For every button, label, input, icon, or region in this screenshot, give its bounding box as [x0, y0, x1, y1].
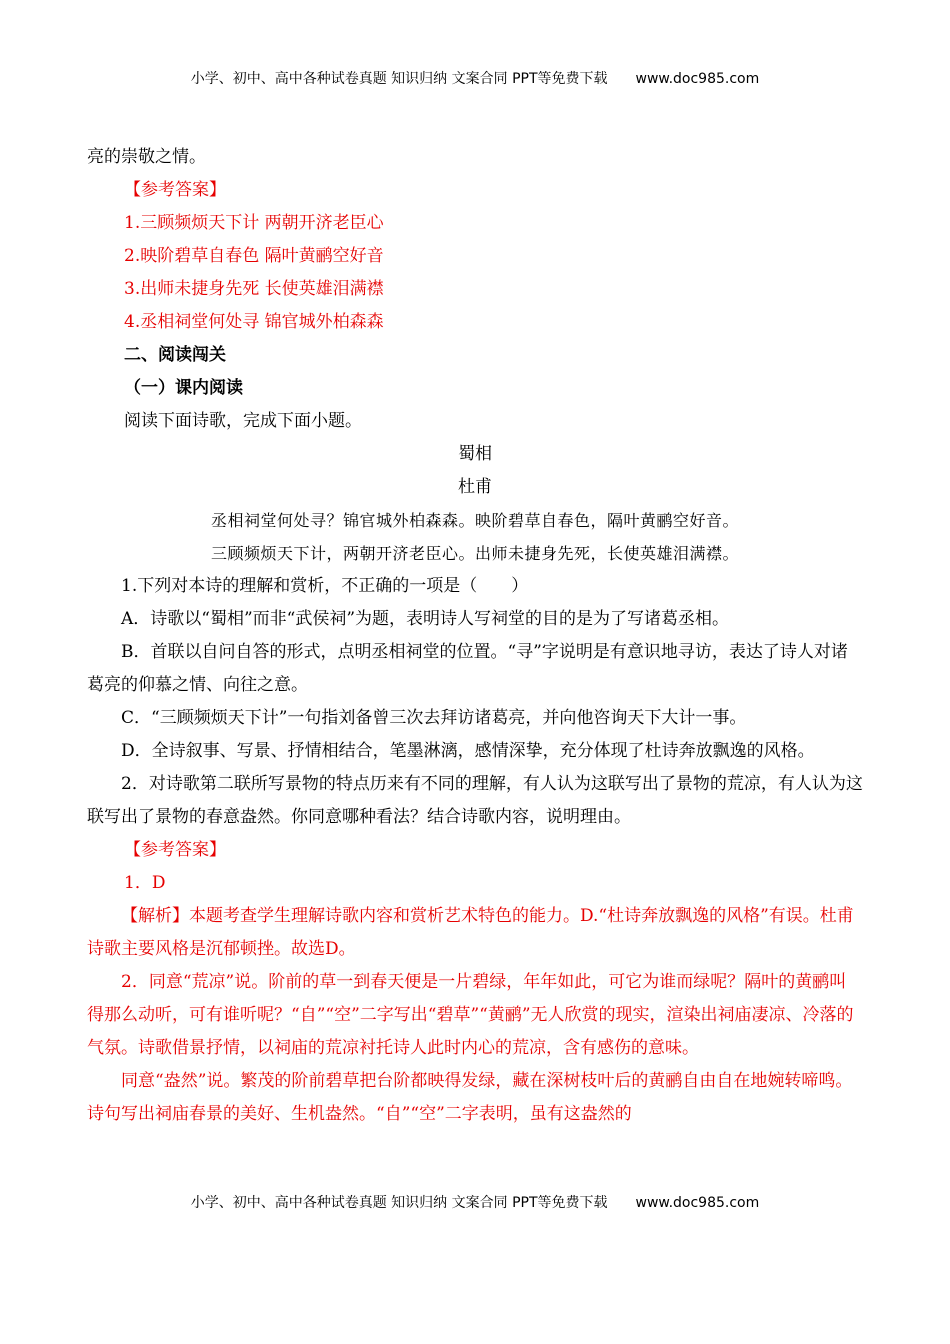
- header-text: 小学、初中、高中各种试卷真题 知识归纳 文案合同 PPT等免费下载: [190, 71, 608, 87]
- subsection-heading: （一）课内阅读: [124, 378, 243, 398]
- continued-line: 亮的崇敬之情。: [87, 147, 206, 167]
- footer-text: 小学、初中、高中各种试卷真题 知识归纳 文案合同 PPT等免费下载: [190, 1195, 608, 1211]
- option-a: A．诗歌以“蜀相”而非“武侯祠”为题，表明诗人写祠堂的目的是为了写诸葛丞相。: [121, 609, 730, 629]
- analysis-label: 【解析】: [121, 906, 189, 926]
- option-c: C．“三顾频烦天下计”一句指刘备曾三次去拜访诸葛亮，并向他咨询天下大计一事。: [121, 708, 747, 728]
- page-footer: [0, 1192, 950, 1212]
- header-url[interactable]: www.doc985.com: [635, 71, 760, 87]
- answer-label: 【参考答案】: [124, 840, 226, 860]
- question-stem: 2．对诗歌第二联所写景物的特点历来有不同的理解，有人认为这联写出了景物的荒凉，有人认为这联写出了景物的春意盎然。你同意哪种看法？结合诗歌内容，说明理由。: [87, 774, 863, 827]
- analysis: [87, 900, 863, 966]
- footer-url[interactable]: www.doc985.com: [635, 1195, 760, 1211]
- poem-line: 丞相祠堂何处寻？锦官城外柏森森。映阶碧草自春色，隔叶黄鹂空好音。: [210, 511, 739, 530]
- answer-item: 4.丞相祠堂何处寻 锦官城外柏森森: [124, 312, 384, 332]
- section-heading: 二、阅读闯关: [124, 345, 226, 365]
- instruction: 阅读下面诗歌，完成下面小题。: [124, 411, 362, 431]
- page-header: [0, 68, 950, 88]
- answer-label: 【参考答案】: [124, 180, 226, 200]
- answer-choice: 1．D: [124, 873, 166, 893]
- answer-paragraph: 2．同意“荒凉”说。阶前的草一到春天便是一片碧绿，年年如此，可它为谁而绿呢？隔叶的黄鹂叫得那么动听，可有谁听呢？“自”“空”二字写出“碧草”“黄鹂”无人欣赏的现实，渲染出祠庙凄凉、冷落的气氛。诗歌借景抒情，以祠庙的荒凉衬托诗人此时内心的荒凉，含有感伤的意味。: [87, 972, 854, 1058]
- option-d: D．全诗叙事、写景、抒情相结合，笔墨淋漓，感情深挚，充分体现了杜诗奔放飘逸的风格。: [121, 741, 815, 761]
- poem-author: 杜甫: [458, 477, 492, 497]
- answer-item: 1.三顾频烦天下计 两朝开济老臣心: [124, 213, 384, 233]
- option-b: B．首联以自问自答的形式，点明丞相祠堂的位置。“寻”字说明是有意识地寻访，表达了诗人对诸葛亮的仰慕之情、向往之意。: [87, 642, 848, 695]
- poem-line: 三顾频烦天下计，两朝开济老臣心。出师未捷身先死，长使英雄泪满襟。: [210, 544, 739, 563]
- document-body: [87, 141, 863, 1131]
- answer-item: 3.出师未捷身先死 长使英雄泪满襟: [124, 279, 384, 299]
- answer-item: 2.映阶碧草自春色 隔叶黄鹂空好音: [124, 246, 384, 266]
- analysis-text: 本题考查学生理解诗歌内容和赏析艺术特色的能力。D.“杜诗奔放飘逸的风格”有误。杜甫诗歌主要风格是沉郁顿挫。故选D。: [87, 906, 854, 959]
- answer-paragraph: 同意“盎然”说。繁茂的阶前碧草把台阶都映得发绿，藏在深树枝叶后的黄鹂自由自在地婉转啼鸣。诗句写出祠庙春景的美好、生机盎然。“自”“空”二字表明，虽有这盎然的: [87, 1071, 853, 1124]
- poem-title: 蜀相: [458, 444, 492, 464]
- question-stem: 1.下列对本诗的理解和赏析，不正确的一项是（ ）: [121, 576, 529, 596]
